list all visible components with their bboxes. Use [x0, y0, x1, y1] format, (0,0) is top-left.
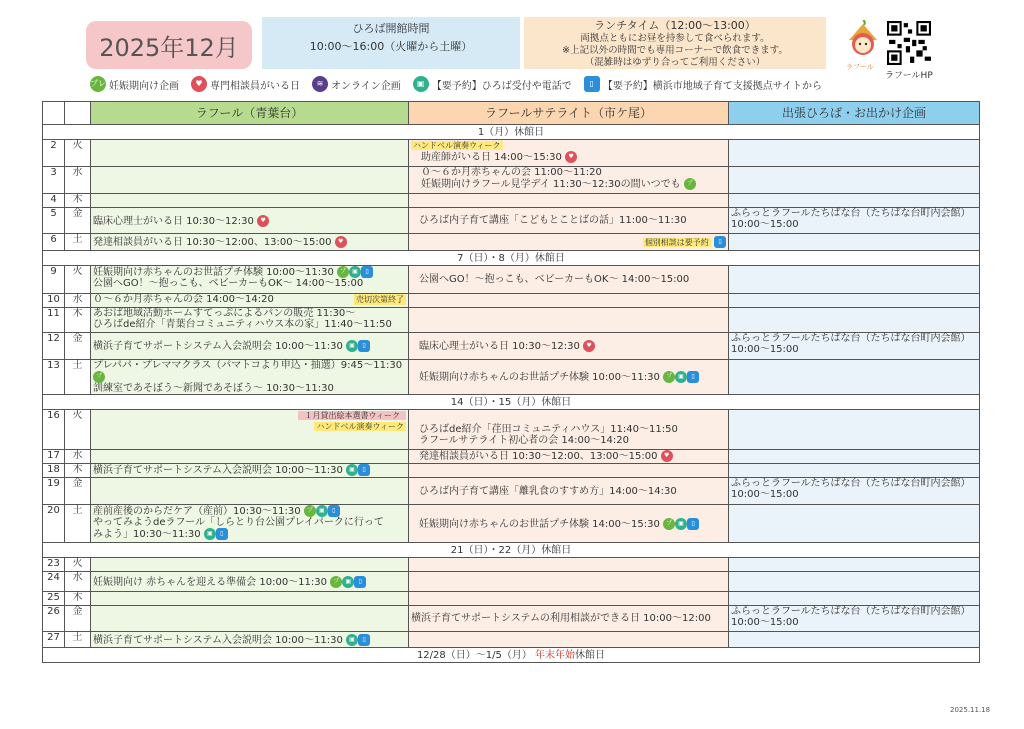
day-number: 25	[43, 592, 65, 606]
kobetsu-tag: 個別相談は要予約	[644, 238, 709, 247]
table-row	[43, 464, 980, 478]
table-row	[43, 410, 980, 450]
satellite-cell	[409, 167, 729, 194]
phone-icon: ▯	[714, 236, 726, 248]
table-row	[43, 294, 980, 308]
table-row	[43, 234, 980, 251]
legend-label: 専門相談員がいる日	[210, 80, 300, 92]
pre-icon: プ	[337, 266, 349, 278]
urikire-tag: 売切次第終了	[356, 295, 404, 304]
event-text: ひろばde紹介「荏田コミュニティハウス」11:40〜11:50	[419, 424, 678, 435]
satellite-cell	[409, 234, 729, 251]
outing-cell	[729, 333, 980, 360]
outing-cell	[729, 505, 980, 543]
header-row	[43, 102, 980, 125]
pre-icon: プ	[663, 518, 675, 530]
legend	[90, 76, 822, 92]
weekday: 金	[65, 333, 91, 360]
lunch-line3: （混雑時はゆずり合ってご利用ください）	[584, 57, 766, 68]
weekday: 土	[65, 632, 91, 648]
issue-date: 2025.11.18	[950, 706, 991, 714]
weekday: 土	[65, 234, 91, 251]
lock-icon: ▣	[349, 266, 361, 278]
pre-icon: プレ	[90, 76, 106, 92]
event-text: 妊娠期向け赤ちゃんのお世話プチ体験 14:00〜15:30	[419, 518, 660, 530]
table-row	[43, 194, 980, 208]
event-text: 臨床心理士がいる日 10:30〜12:30	[419, 341, 580, 352]
day-number: 10	[43, 294, 65, 308]
day-number: 27	[43, 632, 65, 648]
aobadai-cell	[91, 140, 409, 167]
event-text: 公園へGO！〜抱っこも、ベビーカーもOK〜 14:00〜15:00	[419, 274, 690, 285]
satellite-cell	[409, 505, 729, 543]
day-number: 17	[43, 450, 65, 464]
outing-cell	[729, 632, 980, 648]
mascot-label: ラフール	[846, 63, 874, 71]
closed-suffix: 休館日	[575, 649, 606, 661]
phone-icon: ▯	[328, 505, 340, 517]
lock-icon: ▣	[675, 518, 687, 530]
closed-day-row: 21（日）・22（月）休館日	[43, 543, 980, 558]
event-time: 10:00〜15:00	[731, 344, 799, 355]
aobadai-cell	[91, 333, 409, 360]
column-header-aobadai: ラフール（青葉台）	[91, 102, 409, 125]
event-text: 妊娠期向けラフール見学デイ 11:30〜12:30の間いつでも	[421, 179, 681, 190]
legend-label: オンライン企画	[331, 80, 401, 92]
pre-icon: プ	[684, 178, 696, 190]
event-text: ０〜６か月赤ちゃんの会 14:00〜14:20	[93, 294, 274, 305]
heart-icon: ♥	[565, 151, 577, 163]
outing-cell	[729, 294, 980, 308]
legend-item-pre	[90, 76, 179, 92]
outing-cell	[729, 360, 980, 395]
heart-icon: ♥	[661, 450, 673, 462]
event-text: ふらっとラフールたちばな台（たちばな台町内会館）	[731, 606, 971, 617]
legend-label: 【要予約】ひろば受付や電話で	[431, 80, 572, 92]
heart-icon: ♥	[583, 340, 595, 352]
weekday: 木	[65, 592, 91, 606]
lunch-line1: 両拠点ともにお昼を持参して食べられます。	[580, 33, 770, 44]
event-text: ひろば内子育て講座「離乳食のすすめ方」14:00〜14:30	[419, 485, 677, 497]
closed-day-row	[43, 648, 980, 663]
qr-code-icon[interactable]	[887, 21, 931, 65]
table-row	[43, 360, 980, 395]
closed-day-row: 7（日）・8（月）休館日	[43, 251, 980, 266]
day-number: 9	[43, 266, 65, 294]
aobadai-cell	[91, 558, 409, 572]
closed-newyear: 年末年始	[535, 649, 576, 661]
legend-item-online	[312, 76, 401, 92]
event-text: ふらっとラフールたちばな台（たちばな台町内会館）	[731, 208, 971, 219]
legend-item-phone	[584, 76, 822, 92]
event-text: あおば地域活動ホームすてっぷによるパンの販売 11:30〜	[93, 308, 356, 319]
pre-icon: プ	[93, 371, 105, 383]
lock-icon: ▣	[346, 634, 358, 646]
phone-icon: ▯	[354, 576, 366, 588]
day-number: 13	[43, 360, 65, 395]
lock-icon: ▣	[413, 76, 429, 92]
day-number: 24	[43, 572, 65, 592]
outing-cell	[729, 558, 980, 572]
lock-icon: ▣	[204, 528, 216, 540]
outing-cell	[729, 592, 980, 606]
hours-box	[262, 17, 520, 69]
phone-icon: ▯	[358, 634, 370, 646]
weekday: 火	[65, 558, 91, 572]
weekday: 木	[65, 194, 91, 208]
day-number: 12	[43, 333, 65, 360]
outing-cell	[729, 478, 980, 505]
weekday: 火	[65, 140, 91, 167]
legend-label: 【要予約】横浜市地域子育て支援拠点サイトから	[602, 80, 823, 92]
event-text: 助産師がいる日 14:00〜15:30	[421, 152, 562, 163]
aobadai-cell	[91, 478, 409, 505]
outing-cell	[729, 140, 980, 167]
table-row	[43, 308, 980, 333]
handbell-tag: ハンドベル演奏ウィーク	[316, 422, 404, 431]
satellite-cell	[409, 410, 729, 450]
satellite-cell	[409, 478, 729, 505]
day-number: 6	[43, 234, 65, 251]
outing-cell	[729, 572, 980, 592]
event-text: 妊娠期向け 赤ちゃんを迎える準備会 10:00〜11:30	[93, 576, 327, 588]
phone-icon: ▯	[687, 518, 699, 530]
satellite-cell	[409, 632, 729, 648]
corner-cell	[65, 102, 91, 125]
phone-icon: ▯	[216, 528, 228, 540]
event-text: ふらっとラフールたちばな台（たちばな台町内会館）	[731, 478, 971, 489]
day-number: 2	[43, 140, 65, 167]
weekday: 水	[65, 294, 91, 308]
weekday: 土	[65, 505, 91, 543]
satellite-cell	[409, 572, 729, 592]
day-number: 4	[43, 194, 65, 208]
aobadai-cell	[91, 234, 409, 251]
aobadai-cell	[91, 294, 409, 308]
aobadai-cell	[91, 592, 409, 606]
day-number: 16	[43, 410, 65, 450]
outing-cell	[729, 194, 980, 208]
event-text: ０〜６か月赤ちゃんの会 11:00〜11:20	[421, 167, 602, 178]
event-text: ひろば内子育て講座「こどもとことばの話」11:00〜11:30	[419, 215, 687, 226]
lock-icon: ▣	[316, 505, 328, 517]
mascot-icon	[843, 20, 883, 60]
hours-title: ひろば開館時間	[352, 22, 430, 35]
outing-cell	[729, 208, 980, 234]
event-text: ふらっとラフールたちばな台（たちばな台町内会館）	[731, 333, 971, 344]
lunch-box	[524, 17, 826, 69]
outing-cell	[729, 464, 980, 478]
closed-range: 12/28（日）〜1/5（月）	[416, 649, 532, 661]
qr-label: ラフールHP	[885, 71, 933, 81]
satellite-cell	[409, 360, 729, 395]
satellite-cell	[409, 266, 729, 294]
day-number: 23	[43, 558, 65, 572]
weekday: 木	[65, 308, 91, 333]
satellite-cell	[409, 208, 729, 234]
satellite-cell	[409, 592, 729, 606]
day-number: 20	[43, 505, 65, 543]
outing-cell	[729, 606, 980, 632]
outing-cell	[729, 266, 980, 294]
online-icon: ≋	[312, 76, 328, 92]
phone-icon: ▯	[361, 266, 373, 278]
legend-item-lock	[413, 76, 572, 92]
event-time: 10:00〜15:00	[731, 489, 799, 500]
page-title: 2025年12月	[86, 21, 252, 69]
event-text: やってみようdeラフール「しらとり台公園プレイパークに行って	[93, 517, 384, 528]
event-text: プレパパ・プレママクラス（パマトコより申込・抽選）9:45〜11:30	[93, 360, 403, 371]
closed-day-row: 14（日）・15（月）休館日	[43, 395, 980, 410]
table-row	[43, 333, 980, 360]
event-text: 公園へGO！〜抱っこも、ベビーカーもOK〜 14:00〜15:00	[93, 278, 364, 289]
handbell-tag: ハンドベル演奏ウィーク	[413, 141, 501, 150]
outing-cell	[729, 234, 980, 251]
outing-cell	[729, 410, 980, 450]
satellite-cell	[409, 333, 729, 360]
event-text: 発達相談員がいる日 10:30〜12:00、13:00〜15:00	[419, 451, 658, 462]
event-text: 訓練室であそぼう〜新聞であそぼう〜 10:30〜11:30	[93, 383, 334, 394]
event-time: 10:00〜15:00	[731, 617, 799, 628]
event-text: ラフールサテライト初心者の会 14:00〜14:20	[419, 435, 630, 446]
table-row	[43, 592, 980, 606]
aobadai-cell	[91, 505, 409, 543]
pre-icon: プ	[663, 371, 675, 383]
aobadai-cell	[91, 410, 409, 450]
event-text: みよう」10:30〜11:30	[93, 529, 201, 540]
aobadai-cell	[91, 606, 409, 632]
satellite-cell	[409, 558, 729, 572]
table-row	[43, 450, 980, 464]
heart-icon: ♥	[257, 215, 269, 227]
day-number: 11	[43, 308, 65, 333]
phone-icon: ▯	[687, 371, 699, 383]
table-row	[43, 606, 980, 632]
weekday: 金	[65, 208, 91, 234]
event-text: 横浜子育てサポートシステムの利用相談ができる日 10:00〜12:00	[411, 613, 711, 624]
aobadai-cell	[91, 308, 409, 333]
event-text: ひろばde紹介「青葉台コミュニティハウス本の家」11:40〜11:50	[93, 319, 392, 330]
day-number: 3	[43, 167, 65, 194]
weekday: 木	[65, 464, 91, 478]
satellite-cell	[409, 450, 729, 464]
table-row	[43, 266, 980, 294]
weekday: 土	[65, 360, 91, 395]
event-text: 妊娠期向け赤ちゃんのお世話プチ体験 10:00〜11:30	[93, 267, 334, 278]
event-text: 横浜子育てサポートシステム入会説明会 10:00〜11:30	[93, 341, 343, 352]
phone-icon: ▯	[584, 76, 600, 92]
aobadai-cell	[91, 632, 409, 648]
column-header-satellite: ラフールサテライト（市ケ尾）	[409, 102, 729, 125]
event-text: 産前産後のからだケア（産前）10:30〜11:30	[93, 506, 301, 517]
legend-label: 妊娠期向け企画	[109, 80, 179, 92]
weekday: 火	[65, 410, 91, 450]
corner-cell	[43, 102, 65, 125]
aobadai-cell	[91, 464, 409, 478]
legend-item-heart	[191, 76, 300, 92]
event-text: 横浜子育てサポートシステム入会説明会 10:00〜11:30	[93, 465, 343, 476]
satellite-cell	[409, 194, 729, 208]
aobadai-cell	[91, 208, 409, 234]
day-number: 19	[43, 478, 65, 505]
table-row	[43, 572, 980, 592]
table-row	[43, 505, 980, 543]
satellite-cell	[409, 140, 729, 167]
table-row	[43, 632, 980, 648]
weekday: 水	[65, 572, 91, 592]
satellite-cell	[409, 308, 729, 333]
aobadai-cell	[91, 266, 409, 294]
weekday: 金	[65, 478, 91, 505]
weekday: 水	[65, 450, 91, 464]
event-text: 妊娠期向け赤ちゃんのお世話プチ体験 10:00〜11:30	[419, 372, 660, 383]
aobadai-cell	[91, 572, 409, 592]
table-row	[43, 140, 980, 167]
pre-icon: プ	[304, 505, 316, 517]
pre-icon: プ	[330, 576, 342, 588]
table-row	[43, 558, 980, 572]
outing-cell	[729, 167, 980, 194]
outing-cell	[729, 308, 980, 333]
calendar-table	[42, 101, 980, 663]
satellite-cell	[409, 294, 729, 308]
aobadai-cell	[91, 194, 409, 208]
outing-cell	[729, 450, 980, 464]
table-row	[43, 478, 980, 505]
table-row	[43, 208, 980, 234]
weekday: 水	[65, 167, 91, 194]
closed-day-row: 1（月）休館日	[43, 125, 980, 140]
day-number: 5	[43, 208, 65, 234]
weekday: 金	[65, 606, 91, 632]
aobadai-cell	[91, 360, 409, 395]
phone-icon: ▯	[358, 464, 370, 476]
lock-icon: ▣	[342, 576, 354, 588]
satellite-cell	[409, 606, 729, 632]
lunch-line2: ※上記以外の時間でも専用コーナーで飲食できます。	[562, 45, 788, 56]
day-number: 26	[43, 606, 65, 632]
event-text: 横浜子育てサポートシステム入会説明会 10:00〜11:30	[93, 634, 343, 646]
lock-icon: ▣	[675, 371, 687, 383]
lunch-title: ランチタイム（12:00〜13:00）	[594, 19, 756, 32]
phone-icon: ▯	[358, 340, 370, 352]
aobadai-cell	[91, 450, 409, 464]
lock-icon: ▣	[346, 340, 358, 352]
event-time: 10:00〜15:00	[731, 219, 799, 230]
table-row	[43, 167, 980, 194]
event-text: 臨床心理士がいる日 10:30〜12:30	[93, 215, 254, 227]
january-tag: １月貸出絵本選書ウィーク	[298, 411, 406, 420]
heart-icon: ♥	[335, 236, 347, 248]
hours-value: 10:00〜16:00（火曜から土曜）	[309, 40, 473, 53]
lock-icon: ▣	[346, 464, 358, 476]
column-header-outing: 出張ひろば・お出かけ企画	[729, 102, 980, 125]
weekday: 火	[65, 266, 91, 294]
heart-icon: ♥	[191, 76, 207, 92]
satellite-cell	[409, 464, 729, 478]
event-text: 発達相談員がいる日 10:30〜12:00、13:00〜15:00	[93, 237, 332, 248]
aobadai-cell	[91, 167, 409, 194]
day-number: 18	[43, 464, 65, 478]
